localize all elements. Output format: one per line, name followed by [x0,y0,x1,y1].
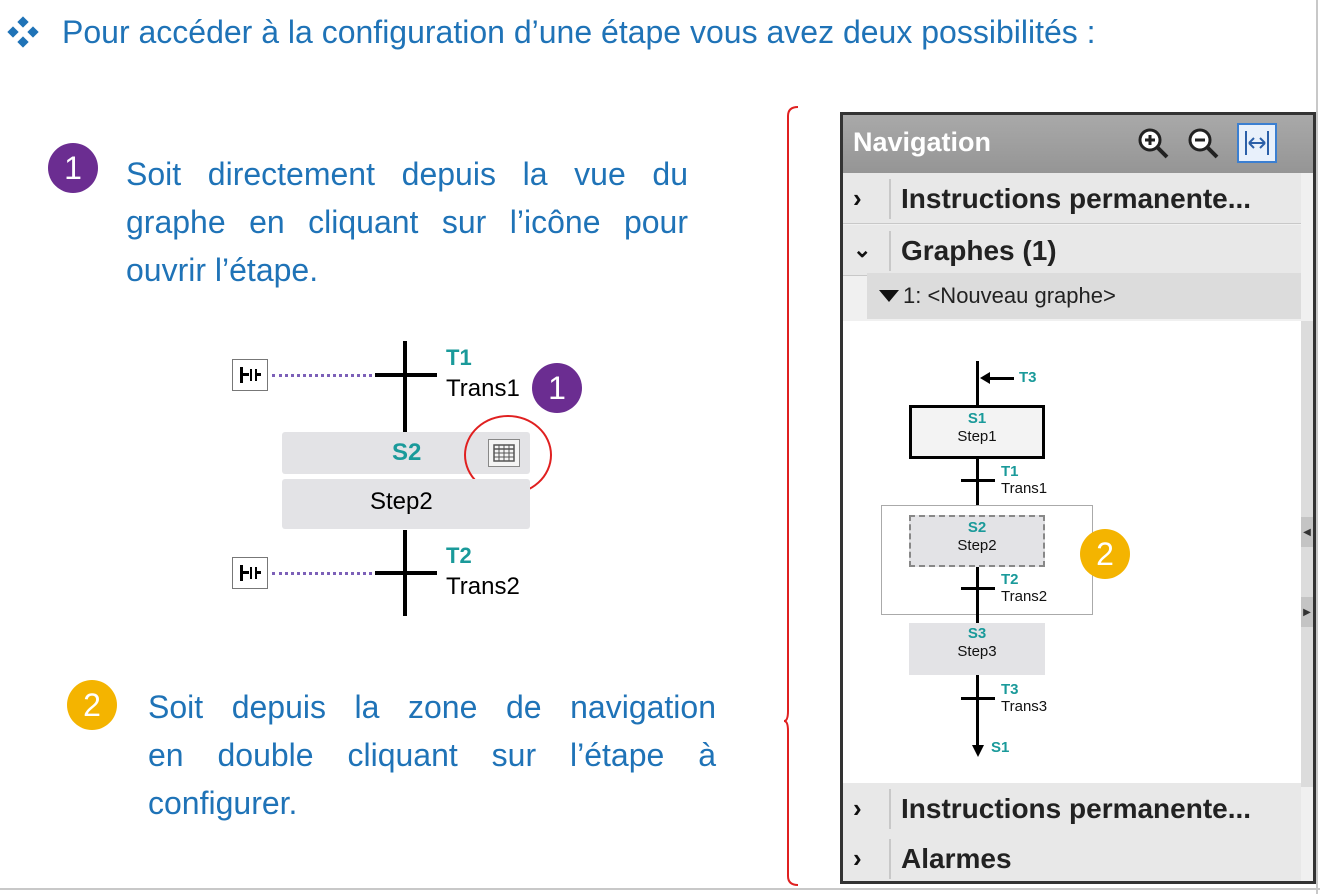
fit-width-icon[interactable] [1237,123,1277,163]
mini-step-s2[interactable] [909,515,1045,567]
transition-code: T1 [446,345,472,370]
right-edge-line [1316,0,1318,894]
graph-item-label: 1: <Nouveau graphe> [903,283,1116,308]
chevron-right-icon: › [853,183,862,213]
step-diagram [220,335,580,625]
step-code: S2 [392,439,422,466]
separator [889,231,891,271]
transition-bar [961,479,995,482]
navigation-panel [840,112,1316,884]
scroll-left-icon[interactable]: ◀ [1301,517,1313,547]
section-label: Graphes (1) [901,235,1057,266]
transition-code: T2 [446,543,472,568]
transition-code: T1 [1001,463,1019,480]
contact-icon[interactable] [232,557,268,589]
transition-name: Trans1 [446,375,520,402]
navigation-header [843,115,1313,173]
separator [889,839,891,879]
section-label: Alarmes [901,843,1012,874]
step-code: S1 [967,410,987,427]
step-name: Step2 [957,537,997,554]
option2-badge: 2 [67,680,117,730]
option2-line: Soit depuis la zone de navigation [148,689,716,725]
marker-2-badge: 2 [1080,529,1130,579]
entry-code: T3 [1019,369,1037,386]
step-name: Step1 [957,428,997,445]
chevron-right-icon: › [853,793,862,823]
step-name: Step3 [957,643,997,660]
transition-code: T3 [1001,681,1019,698]
jump-arrow-icon [972,745,984,757]
separator [889,179,891,219]
step-code: S2 [967,519,987,536]
zoom-out-icon[interactable] [1183,123,1223,163]
connection-dots [272,374,372,377]
section-instructions-permanentes[interactable] [843,173,1301,224]
transition-name: Trans2 [1001,588,1048,605]
chevron-right-icon: › [853,843,862,873]
red-bracket [784,106,800,886]
section-graphes[interactable] [843,225,1301,276]
contact-icon[interactable] [232,359,268,391]
four-diamonds-icon [8,17,38,47]
graph-overview-canvas[interactable] [843,321,1301,787]
option2-text [148,683,716,827]
separator [889,789,891,829]
mini-step-s1[interactable] [909,405,1045,459]
transition-name: Trans2 [446,573,520,600]
entry-line [988,377,1014,380]
mini-step-s3[interactable] [909,623,1045,675]
option1-line: ouvrir l’étape. [126,252,319,288]
sequence-line [403,341,407,435]
scroll-right-icon[interactable]: ▶ [1301,597,1313,627]
transition-bar [961,587,995,590]
step-code: S3 [967,625,987,642]
zoom-in-icon[interactable] [1133,123,1173,163]
transition-bar [375,373,437,377]
option1-line: Soit directement depuis la vue du [126,156,688,192]
expand-triangle-icon [879,290,899,302]
transition-name: Trans1 [1001,480,1048,497]
connection-dots [272,572,372,575]
jump-target: S1 [991,739,1010,756]
marker-1-badge: 1 [532,363,582,413]
section-label: Instructions permanente... [901,183,1252,214]
navigation-title: Navigation [853,127,992,157]
section-instructions-permanentes-2[interactable] [843,783,1301,834]
section-alarmes[interactable] [843,833,1301,884]
sequence-line [976,361,979,407]
graph-list-item[interactable] [867,273,1301,319]
side-scrollbar[interactable] [1301,321,1313,787]
option1-text [126,150,688,294]
heading [8,10,1096,54]
heading-text: Pour accéder à la configuration d’une étape vous avez deux possibilités : [62,13,1096,50]
transition-bar [375,571,437,575]
section-label: Instructions permanente... [901,793,1252,824]
option1-badge: 1 [48,143,98,193]
step-name: Step2 [370,488,433,515]
option1-line: graphe en cliquant sur l’icône pour [126,204,688,240]
option2-line: configurer. [148,785,298,821]
chevron-down-icon: ⌄ [853,237,872,262]
transition-bar [961,697,995,700]
transition-name: Trans3 [1001,698,1048,715]
option2-line: en double cliquant sur l’étape à [148,737,716,773]
sequence-line [976,675,979,749]
sequence-line [976,567,979,623]
bottom-edge-line [0,888,1320,890]
transition-code: T2 [1001,571,1019,588]
